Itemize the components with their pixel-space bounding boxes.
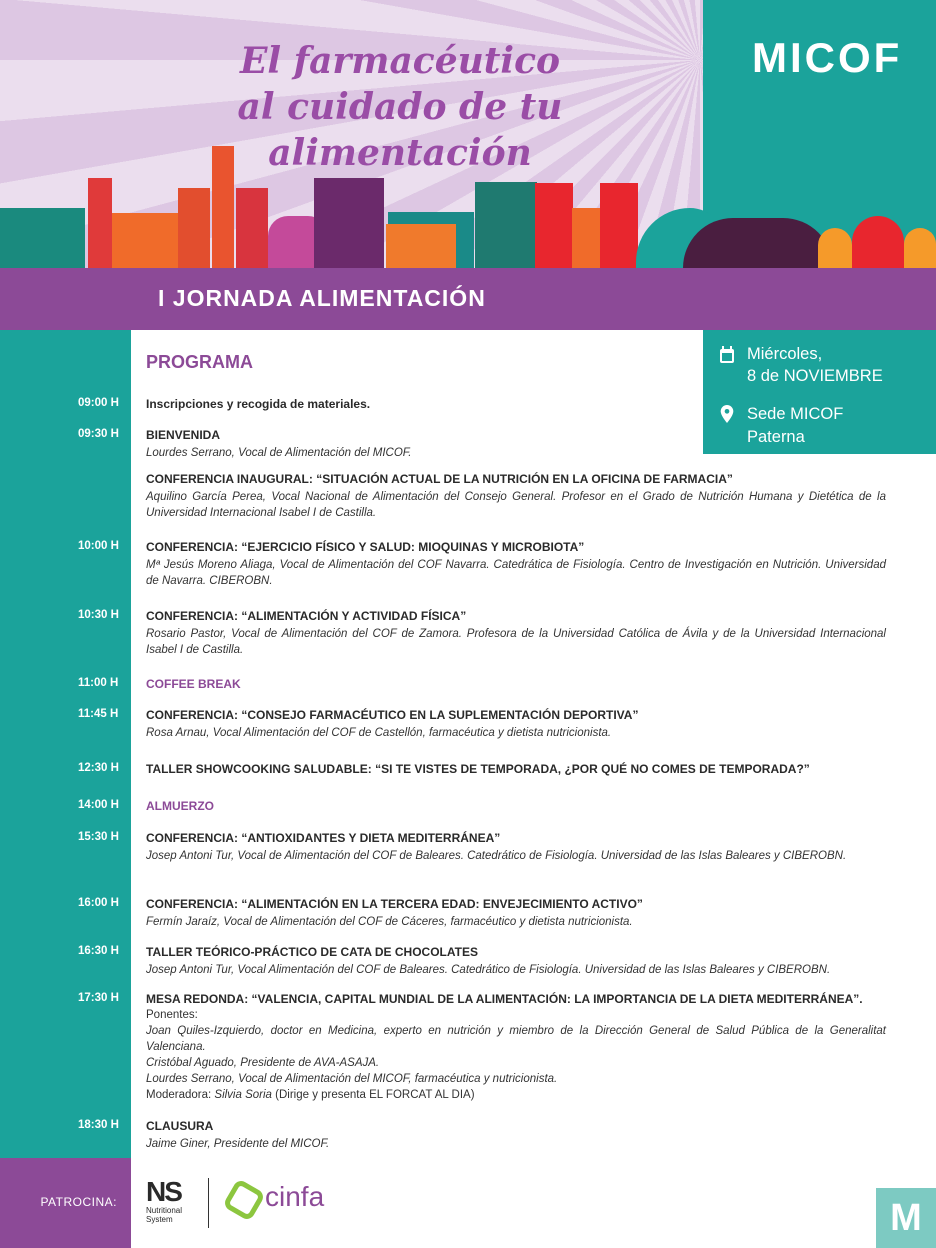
detail-name: Rosario Pastor, [146,628,227,640]
detail-name: Aquilino García Perea, [146,491,266,503]
schedule-detail [146,445,886,461]
title-line-2: al cuidado de tu alimentación [237,86,563,174]
title-line-1: El farmacéutico [239,40,561,82]
cinfa-logo: cinfa [265,1181,325,1212]
schedule-time: 11:00 H [78,677,119,689]
detail-name: Josep Antoni Tur, [146,850,235,862]
schedule-title: CONFERENCIA: “EJERCICIO FÍSICO Y SALUD: MIOQUINAS Y MICROBIOTA” [146,540,585,554]
schedule-title: MESA REDONDA: “VALENCIA, CAPITAL MUNDIAL DE LA ALIMENTACIÓN: LA IMPORTANCIA DE LA DIETA MEDITERRÁNEA”. [146,992,863,1006]
schedule-time: 09:00 H [78,397,119,409]
schedule-detail [146,489,886,521]
schedule-time: 18:30 H [78,1119,119,1131]
schedule-title: CONFERENCIA: “ANTIOXIDANTES Y DIETA MEDITERRÁNEA” [146,831,501,845]
detail-name: Lourdes Serrano, [146,447,235,459]
schedule-title: Inscripciones y recogida de materiales. [146,397,371,411]
cinfa-hexagon-icon [222,1178,266,1222]
detail-text: Vocal de Alimentación del COF de Zamora. Profesora de la Universidad Católica de Ávila y de la Universidad Internacional Isabel I de Castilla. [146,628,886,656]
event-venue: Sede MICOF [747,405,844,423]
detail-prefix: Moderadora: [146,1089,215,1101]
detail-name: Silvia Soria [214,1089,272,1101]
event-band [0,268,936,330]
schedule-detail [146,626,886,658]
schedule-time: 17:30 H [78,992,119,1004]
ns-line2: System [146,1215,173,1224]
detail-name: Rosa Arnau, [146,727,210,739]
schedule-title: CONFERENCIA INAUGURAL: “SITUACIÓN ACTUAL DE LA NUTRICIÓN EN LA OFICINA DE FARMACIA” [146,472,733,486]
schedule-title: COFFEE BREAK [146,677,241,691]
detail-text: Vocal de Alimentación del COF de Baleares. Catedrático de Fisiología. Universidad de las Islas Baleares y CIBEROBN. [234,850,847,862]
detail-name: Joan Quiles-Izquierdo, [146,1025,265,1037]
ns-line1: Nutritional [146,1206,183,1215]
detail-text: Vocal Nacional de Alimentación del Consejo General. Profesor en el Grado de Nutrición Humana y Dietética de la Universidad Internacional Isabel I de Castilla. [146,491,886,519]
schedule-time: 15:30 H [78,831,119,843]
schedule-detail [146,1136,886,1152]
detail-text: Vocal Alimentación del COF de Castellón, farmacéutica y dietista nutricionista. [209,727,612,739]
schedule-title: TALLER TEÓRICO-PRÁCTICO DE CATA DE CHOCOLATES [146,945,478,959]
schedule-title: CONFERENCIA: “ALIMENTACIÓN EN LA TERCERA EDAD: ENVEJECIMIENTO ACTIVO” [146,897,643,911]
poster-title [120,38,680,176]
nutritional-system-logo [146,1178,190,1224]
schedule-title: CLAUSURA [146,1119,214,1133]
detail-prefix: Ponentes: [146,1009,198,1021]
programa-heading: PROGRAMA [146,352,253,372]
schedule-detail [146,725,886,741]
detail-text: Presidente de AVA-ASAJA. [237,1057,380,1069]
schedule-time: 10:30 H [78,609,119,621]
time-column [0,330,131,1158]
sponsor-divider [208,1178,209,1228]
schedule-detail [146,1007,886,1023]
event-date: 8 de NOVIEMBRE [747,367,883,385]
detail-text: Vocal de Alimentación del COF de Cáceres, farmacéutico y dietista nutricionista. [220,916,633,928]
detail-text: Vocal de Alimentación del MICOF. [234,447,412,459]
schedule-title: CONFERENCIA: “CONSEJO FARMACÉUTICO EN LA SUPLEMENTACIÓN DEPORTIVA” [146,708,639,722]
micof-corner-logo: M [876,1188,936,1248]
event-city: Paterna [747,428,805,446]
schedule-detail [146,848,886,864]
detail-text: Vocal Alimentación del COF de Baleares. Catedrático de Fisiología. Universidad de las Islas Baleares y CIBEROBN. [234,964,831,976]
schedule-title: CONFERENCIA: “ALIMENTACIÓN Y ACTIVIDAD FÍSICA” [146,609,467,623]
event-name: I JORNADA ALIMENTACIÓN [158,285,486,311]
detail-suffix: (Dirige y presenta EL FORCAT AL DIA) [271,1089,475,1101]
detail-text: Vocal de Alimentación del MICOF, farmacéutica y nutricionista. [234,1073,558,1085]
schedule-title: ALMUERZO [146,799,214,813]
detail-name: Lourdes Serrano, [146,1073,235,1085]
schedule-detail [146,557,886,589]
detail-name: Fermín Jaraíz, [146,916,221,928]
sponsor-label: PATROCINA: [40,1195,117,1209]
schedule-time: 11:45 H [78,708,119,720]
event-day: Miércoles, [747,345,823,363]
schedule-time: 16:30 H [78,945,119,957]
header-banner [0,0,936,268]
schedule-detail [146,962,886,978]
schedule-time: 14:00 H [78,799,119,811]
calendar-icon [719,346,735,364]
schedule-time: 16:00 H [78,897,119,909]
detail-text: doctor en Medicina, experto en nutrición y miembro de la Dirección General de Salud Pública de la Generalitat Valenciana. [146,1025,886,1053]
schedule-title: TALLER SHOWCOOKING SALUDABLE: “SI TE VISTES DE TEMPORADA, ¿POR QUÉ NO COMES DE TEMPORADA?” [146,762,810,776]
schedule-title: BIENVENIDA [146,428,221,442]
detail-name: Cristóbal Aguado, [146,1057,237,1069]
schedule-time: 10:00 H [78,540,119,552]
detail-name: Mª Jesús Moreno Aliaga, [146,559,276,571]
schedule-time: 09:30 H [78,428,119,440]
detail-name: Jaime Giner, [146,1138,211,1150]
ns-mark: NS [146,1176,181,1207]
schedule-detail [146,914,886,930]
schedule-detail [146,1087,886,1103]
detail-text: Presidente del MICOF. [210,1138,330,1150]
schedule-detail [146,1055,886,1071]
sponsor-label-panel [0,1158,131,1248]
schedule-detail [146,1023,886,1055]
schedule-time: 12:30 H [78,762,119,774]
micof-logo: MICOF [752,34,903,81]
detail-text: Vocal de Alimentación del COF Navarra. Catedrática de Fisiología. Centro de Investigación en Nutrición. Universidad de Navarra. CIBEROBN. [146,559,886,587]
detail-name: Josep Antoni Tur, [146,964,235,976]
schedule-detail [146,1071,886,1087]
